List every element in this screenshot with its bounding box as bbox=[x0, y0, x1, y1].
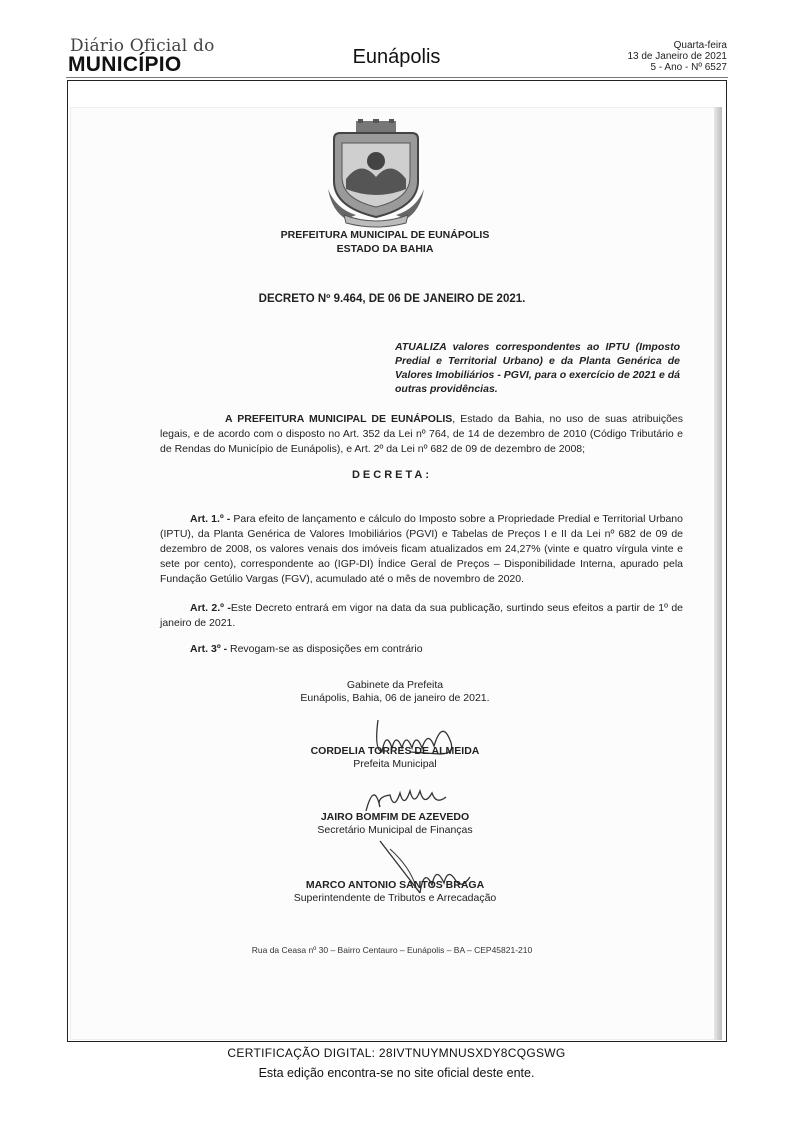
article-1-label: Art. 1.º - bbox=[190, 513, 231, 525]
publication-notice: Esta edição encontra-se no site oficial deste ente. bbox=[258, 1066, 535, 1080]
article-2 bbox=[160, 601, 683, 631]
article-3-label: Art. 3º - bbox=[190, 643, 228, 655]
preamble bbox=[160, 412, 683, 457]
edition-date: 13 de Janeiro de 2021 bbox=[627, 51, 727, 62]
signer-3-role: Superintendente de Tributos e Arrecadação bbox=[293, 892, 497, 904]
signer-3-name: MARCO ANTONIO SANTOS BRAGA bbox=[305, 879, 485, 891]
article-1-text: Para efeito de lançamento e cálculo do Imposto sobre a Propriedade Predial e Territorial Urbano (IPTU), da Planta Genérica de Valores Imobiliários (PGVI) e Tabelas de Preços I e II da Lei nº 682 de 09 de dezembro de 2008, os valores venais dos imóveis ficam atualizados em 24,27% (vinte e quatro vírgula vinte e sete por cento), correspondente ao (IGP-DI) Índice Geral de Preços – Disponibilidade Interna, apurado pela Fundação Getúlio Vargas (FGV), acumulado até o mês de novembro de 2020. bbox=[160, 513, 683, 585]
edition-info bbox=[627, 40, 727, 73]
digital-certification: CERTIFICAÇÃO DIGITAL: 28IVTNUYMNUSXDY8CQGSWG bbox=[227, 1046, 566, 1060]
institution-state: ESTADO DA BAHIA bbox=[336, 243, 434, 255]
article-2-text: Este Decreto entrará em vigor na data da sua publicação, surtindo seus efeitos a partir de 1º de janeiro de 2021. bbox=[160, 602, 683, 629]
signer-2-role: Secretário Municipal de Finanças bbox=[317, 824, 473, 836]
institution-name: PREFEITURA MUNICIPAL DE EUNÁPOLIS bbox=[280, 229, 490, 241]
article-2-label: Art. 2.º - bbox=[190, 602, 231, 614]
decree-title: DECRETO Nº 9.464, DE 06 DE JANEIRO DE 2021. bbox=[258, 293, 526, 305]
decree-summary: ATUALIZA valores correspondentes ao IPTU (Imposto Predial e Territorial Urbano) e da Planta Genérica de Valores Imobiliários - PGVI, para o exercício de 2021 e dá outras providências. bbox=[395, 341, 680, 395]
place-date: Eunápolis, Bahia, 06 de janeiro de 2021. bbox=[300, 692, 490, 704]
scan-edge-shadow bbox=[714, 107, 722, 1040]
coat-of-arms-icon bbox=[326, 119, 426, 229]
document-frame bbox=[67, 80, 727, 1042]
preamble-text: , Estado da Bahia, no uso de suas atribuições legais, e de acordo com o disposto no Art. 352 da Lei nº 764, de 14 de dezembro de 2010 (Código Tributário e de Rendas do Município de Eunápolis), e Art. 2º da Lei nº 682 de 09 de dezembro de 2008; bbox=[160, 413, 683, 455]
city-name: Eunápolis bbox=[352, 46, 441, 68]
preamble-lead: A PREFEITURA MUNICIPAL DE EUNÁPOLIS bbox=[225, 413, 453, 425]
decreta-heading: DECRETA: bbox=[351, 469, 432, 481]
article-3 bbox=[190, 643, 670, 655]
edition-number: 5 - Ano - Nº 6527 bbox=[650, 62, 727, 73]
header-divider bbox=[66, 77, 728, 78]
signer-1-role: Prefeita Municipal bbox=[353, 758, 437, 770]
article-1 bbox=[160, 512, 683, 587]
cabinet-label: Gabinete da Prefeita bbox=[346, 679, 444, 691]
logo-title: Diário Oficial do bbox=[70, 36, 215, 56]
weekday: Quarta-feira bbox=[673, 40, 727, 51]
page-header bbox=[0, 0, 793, 78]
signer-1-name: CORDELIA TORRES DE ALMEIDA bbox=[310, 745, 480, 757]
article-3-text: Revogam-se as disposições em contrário bbox=[227, 643, 423, 655]
signer-2-name: JAIRO BOMFIM DE AZEVEDO bbox=[320, 811, 470, 823]
logo-subtitle: MUNICÍPIO bbox=[68, 53, 182, 76]
office-address: Rua da Ceasa nº 30 – Bairro Centauro – Eunápolis – BA – CEP45821-210 bbox=[251, 945, 533, 955]
scanned-page bbox=[70, 107, 720, 1040]
